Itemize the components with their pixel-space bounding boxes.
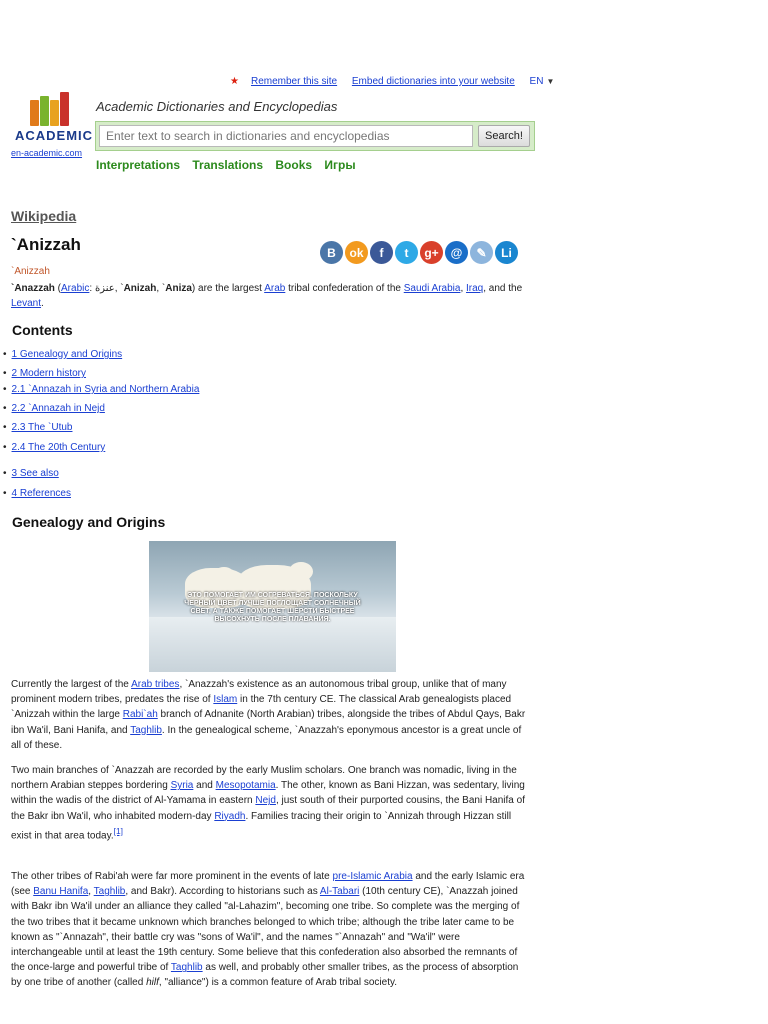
link-mesopotamia[interactable]: Mesopotamia xyxy=(215,780,276,792)
link-pre-islamic-arabia[interactable]: pre-Islamic Arabia xyxy=(332,871,413,882)
livejournal-icon[interactable]: ✎ xyxy=(470,241,493,264)
toc-item[interactable]: • 4 References xyxy=(3,488,71,499)
toc-item[interactable]: • 2.4 The 20th Century xyxy=(3,442,106,453)
original-title: `Anizzah xyxy=(11,266,50,277)
contents-heading: Contents xyxy=(12,322,73,338)
google-plus-icon[interactable]: g+ xyxy=(420,241,443,264)
toc-item[interactable]: • 1 Genealogy and Origins xyxy=(3,349,123,360)
link-al-tabari[interactable]: Al-Tabari xyxy=(319,886,360,898)
toc-item[interactable]: • 3 See also xyxy=(3,468,59,479)
link-islam[interactable]: Islam xyxy=(213,694,238,706)
link-riyadh[interactable]: Riyadh xyxy=(214,810,246,822)
link-taghlib[interactable]: Taghlib xyxy=(130,724,162,736)
odnoklassniki-icon[interactable]: ok xyxy=(345,241,368,264)
paragraph-3: The other tribes of Rabi'ah were far more prominent in the events of late pre-Islamic Arabia and the early Islamic era (see Banu Hanifa, Taghlib, and Bakr). According to historians such as Al-Tabari (10th century CE), `Anazzah joined with Bakr ibn Wa'il under an alliance they called "al-Lahazim", becoming one tribe. So complete was the merging of the two tribes that it became unknown which branches belonged to which tribe; although the tribe later came to be known as "`Annazah", their battle cry was "sons of Wa'il", and the names "`Annazah" and "Wa'il" were interchangeable until at least the 19th century. Some believe that this confederation also absorbed the remnants of the once-large and powerful tribe of Taghlib as well, and probably other smaller tribes, as the process of absorption by one tribe of another (called hilf, "alliance") is a common feature of Arab tribal society. xyxy=(11,871,525,989)
linkedin-icon[interactable]: Li xyxy=(495,241,518,264)
section-heading: Genealogy and Origins xyxy=(12,514,166,530)
mail-icon[interactable]: @ xyxy=(445,241,468,264)
link-taghlib[interactable]: Taghlib xyxy=(93,886,126,898)
link-saudi-arabia[interactable]: Saudi Arabia xyxy=(403,283,461,294)
search-input[interactable]: Enter text to search in dictionaries and encyclopedias xyxy=(99,125,473,147)
link-nejd[interactable]: Nejd xyxy=(255,795,276,807)
toc-item[interactable]: • 2.3 The `Utub xyxy=(3,422,73,433)
page-title: `Anizzah xyxy=(11,235,81,254)
star-icon: ★ xyxy=(230,76,239,87)
source-link[interactable]: Wikipedia xyxy=(11,208,77,224)
toc-item[interactable]: • 2.1 `Annazah in Syria and Northern Arabia xyxy=(3,384,200,395)
link-arab-tribes[interactable]: Arab tribes xyxy=(131,679,180,690)
reference-link[interactable]: [1] xyxy=(113,825,123,836)
intro-paragraph: `Anazzah (Arabic: عنزة, `Anizah, `Aniza) are the largest Arab tribal confederation of the Saudi Arabia, Iraq, and the Levant. xyxy=(11,283,523,310)
main-nav xyxy=(96,158,365,172)
link-arab[interactable]: Arab xyxy=(264,283,286,294)
toc-item[interactable]: • 2 Modern history xyxy=(3,368,86,379)
twitter-icon[interactable]: t xyxy=(395,241,418,264)
share-buttons xyxy=(320,241,518,264)
facebook-icon[interactable]: f xyxy=(370,241,393,264)
image-caption: ЭТО ПОМОГАЕТ ИМ СОГРЕВАТЬСЯ, ПОСКОЛЬКУ ЧЕРНЫЙ ЦВЕТ ЛУЧШЕ ПОГЛОЩАЕТ СОЛНЕЧНЫЙ СВЕТ, А ТАКЖЕ ПОМОГАЕТ ШЕРСТИ БЫСТРЕЕ ВЫСОХНУТЬ ПОСЛЕ ПЛАВАНИЯ. xyxy=(184,592,361,623)
link-banu-hanifa[interactable]: Banu Hanifa xyxy=(33,886,89,898)
article-image xyxy=(149,541,396,672)
nav-games[interactable]: Игры xyxy=(324,158,356,172)
nav-interpretations[interactable]: Interpretations xyxy=(96,158,181,172)
logo-site-link[interactable]: en-academic.com xyxy=(11,148,83,158)
nav-translations[interactable]: Translations xyxy=(192,158,264,172)
site-tagline: Academic Dictionaries and Encyclopedias xyxy=(96,99,338,114)
link-taghlib[interactable]: Taghlib xyxy=(170,962,203,974)
search-button[interactable]: Search! xyxy=(478,125,530,147)
top-bar xyxy=(230,76,578,87)
link-iraq[interactable]: Iraq xyxy=(466,283,484,294)
link-arabic[interactable]: Arabic xyxy=(61,283,90,294)
vk-icon[interactable]: B xyxy=(320,241,343,264)
link-levant[interactable]: Levant xyxy=(11,298,42,310)
logo-wordmark: ACADEMIC xyxy=(15,128,94,143)
remember-link[interactable]: ★ Remember this site xyxy=(230,76,338,87)
paragraph-1: Currently the largest of the Arab tribes, `Anazzah's existence as an autonomous tribal group, unlike that of many prominent modern tribes, predates the rise of Islam in the 7th century CE. The classical Arab genealogists placed `Anizzah within the large Rabi`ah branch of Adnanite (North Arabian) tribes, alongside the tribes of Abdul Qays, Bakr ibn Wa'il, Bani Hanifa, and Taghlib. In the genealogical scheme, `Anazzah's eponymous ancestor is a great uncle of all of these. xyxy=(11,679,526,751)
link-syria[interactable]: Syria xyxy=(170,780,194,792)
nav-books[interactable]: Books xyxy=(275,158,313,172)
link-rabiah[interactable]: Rabi`ah xyxy=(122,709,158,721)
books-icon xyxy=(30,90,70,126)
search-bar xyxy=(95,121,535,151)
toc-item[interactable]: • 2.2 `Annazah in Nejd xyxy=(3,403,105,414)
caret-down-icon: ▼ xyxy=(546,77,555,86)
language-selector[interactable]: EN ▼ xyxy=(529,76,555,87)
paragraph-2: Two main branches of `Anazzah are recorded by the early Muslim scholars. One branch was nomadic, living in the northern Arabian steppes bordering Syria and Mesopotamia. The other, known as Bani Hizzan, was sedentary, living within the wadis of the district of Al-Yamama in eastern Nejd, just south of their purported cousins, the Bani Hanifa of the Bakr ibn Wa'il, who inhabited modern-day Riyadh. Families tracing their origin to `Annizah through Hizzan still exist in that area today.[1] xyxy=(11,765,525,842)
embed-link[interactable]: Embed dictionaries into your website xyxy=(351,76,515,87)
